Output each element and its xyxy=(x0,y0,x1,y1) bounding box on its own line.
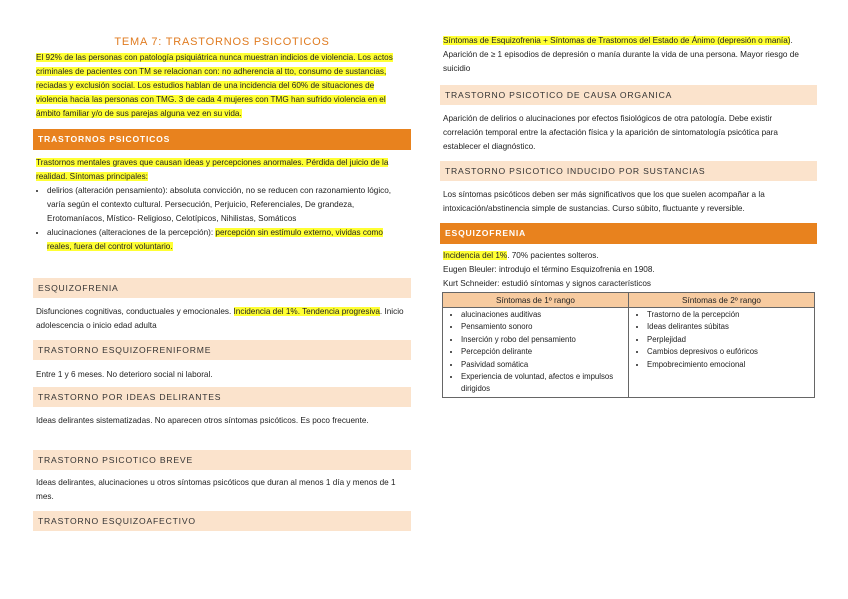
ideas-delirantes-text: Ideas delirantes sistematizadas. No aparecen otros síntomas psicóticos. Es poco frecuente. xyxy=(36,416,369,425)
table-header-row xyxy=(443,293,815,308)
list-item: • Experiencia de voluntad, afectos e impulsos dirigidos xyxy=(461,371,625,396)
list-item: • Perplejidad xyxy=(647,334,811,346)
psicotico-breve-text: Ideas delirantes, alucinaciones u otros síntomas psicóticos que duran al menos 1 día y menos de 1 mes. xyxy=(36,478,396,501)
intro-paragraph: El 92% de las personas con patología psiquiátrica nunca muestran indicios de violencia. Los actos criminales de pacientes con TM se relacionan con: no adherencia al tto, consumo de sustancias, reciadas y exclusión social. Los estudios hablan de una incidencia del 60% de situaciones de violencia hacia las personas con TMG. 3 de cada 4 mujeres con TMG han sufrido violencia en el ámbito familiar y/o de sus parejas alguna vez en su vida. xyxy=(36,53,393,118)
esquizoafectivo-text: Síntomas de Esquizofrenia + Síntomas de Trastornos del Estado de Ánimo (depresión o manía). Aparición de ≥ 1 episodios de depresión o manía durante la vida de una persona. Mayor riesgo de suicidio xyxy=(443,36,799,73)
list-item: • Ideas delirantes súbitas xyxy=(647,321,811,333)
list-item: • Trastorno de la percepción xyxy=(647,309,811,321)
heading-esquizoafectivo: TRASTORNO ESQUIZOAFECTIVO xyxy=(33,511,411,531)
rank2-list xyxy=(632,309,811,371)
list-item: • Cambios depresivos o eufóricos xyxy=(647,346,811,358)
section-header-esquizofrenia: ESQUIZOFRENIA xyxy=(440,223,817,244)
list-item: • alucinaciones auditivas xyxy=(461,309,625,321)
list-item: • Pasividad somática xyxy=(461,359,625,371)
esquizofrenia-text: Disfunciones cognitivas, conductuales y emocionales. Incidencia del 1%. Tendencia progresiva. Inicio adolescencia o inicio edad adulta xyxy=(36,307,404,330)
incidencia-line: Incidencia del 1%. 70% pacientes solteros. xyxy=(443,251,599,260)
schneider-line: Kurt Schneider: estudió síntomas y signos característicos xyxy=(443,279,651,288)
list-item: • Inserción y robo del pensamiento xyxy=(461,334,625,346)
section-header-trastornos-psicoticos: TRASTORNOS PSICOTICOS xyxy=(33,129,411,150)
list-item: • Percepción delirante xyxy=(461,346,625,358)
heading-inducido-sustancias: TRASTORNO PSICOTICO INDUCIDO POR SUSTANCIAS xyxy=(440,161,817,181)
bleuler-line: Eugen Bleuler: introdujo el término Esquizofrenia en 1908. xyxy=(443,265,655,274)
rank2-cell xyxy=(629,308,815,398)
trastornos-definition: Trastornos mentales graves que causan ideas y percepciones anormales. Pérdida del juicio de la realidad. Síntomas principales: xyxy=(36,158,389,181)
list-item: • Pensamiento sonoro xyxy=(461,321,625,333)
rank1-list xyxy=(446,309,625,396)
list-item-delirios: • delirios (alteración pensamiento): absoluta convicción, no se reducen con razonamiento lógico, varía según el contexto cultural. Persecución, Perjuicio, Referenciales, De grandeza, Erotomaníacos, Místico- Religioso, Celotípicos, Nihilistas, Somáticos xyxy=(47,184,408,226)
table-header-rank2: Síntomas de 2º rango xyxy=(629,293,815,308)
table-header-rank1: Síntomas de 1º rango xyxy=(443,293,629,308)
heading-esquizofreniforme: TRASTORNO ESQUIZOFRENIFORME xyxy=(33,340,411,360)
heading-esquizofrenia: ESQUIZOFRENIA xyxy=(33,278,411,298)
page-title: TEMA 7: TRASTORNOS PSICOTICOS xyxy=(114,36,330,48)
esquizofreniforme-text: Entre 1 y 6 meses. No deterioro social ni laboral. xyxy=(36,370,213,379)
inducido-sustancias-text: Los síntomas psicóticos deben ser más significativos que los que suelen acompañar a la intoxicación/abstinencia simple de sustancias. Curso súbito, fluctuante y reversible. xyxy=(443,190,765,213)
symptoms-list xyxy=(33,184,408,254)
symptoms-table xyxy=(442,292,815,398)
causa-organica-text: Aparición de delirios o alucinaciones por efectos fisiológicos de otra patología. Debe existir correlación temporal entre la afectación física y la aparición de sintomatología psicótica para establecer el diagnóstico. xyxy=(443,114,778,151)
list-item: • Empobrecimiento emocional xyxy=(647,359,811,371)
heading-ideas-delirantes: TRASTORNO POR IDEAS DELIRANTES xyxy=(33,387,411,407)
table-row xyxy=(443,308,815,398)
rank1-cell xyxy=(443,308,629,398)
list-item-alucinaciones: • alucinaciones (alteraciones de la percepción): percepción sin estímulo externo, vividas como reales, fuera del control voluntario. xyxy=(47,226,408,254)
heading-psicotico-breve: TRASTORNO PSICOTICO BREVE xyxy=(33,450,411,470)
heading-causa-organica: TRASTORNO PSICOTICO DE CAUSA ORGANICA xyxy=(440,85,817,105)
esquizofrenia-facts xyxy=(443,249,814,291)
